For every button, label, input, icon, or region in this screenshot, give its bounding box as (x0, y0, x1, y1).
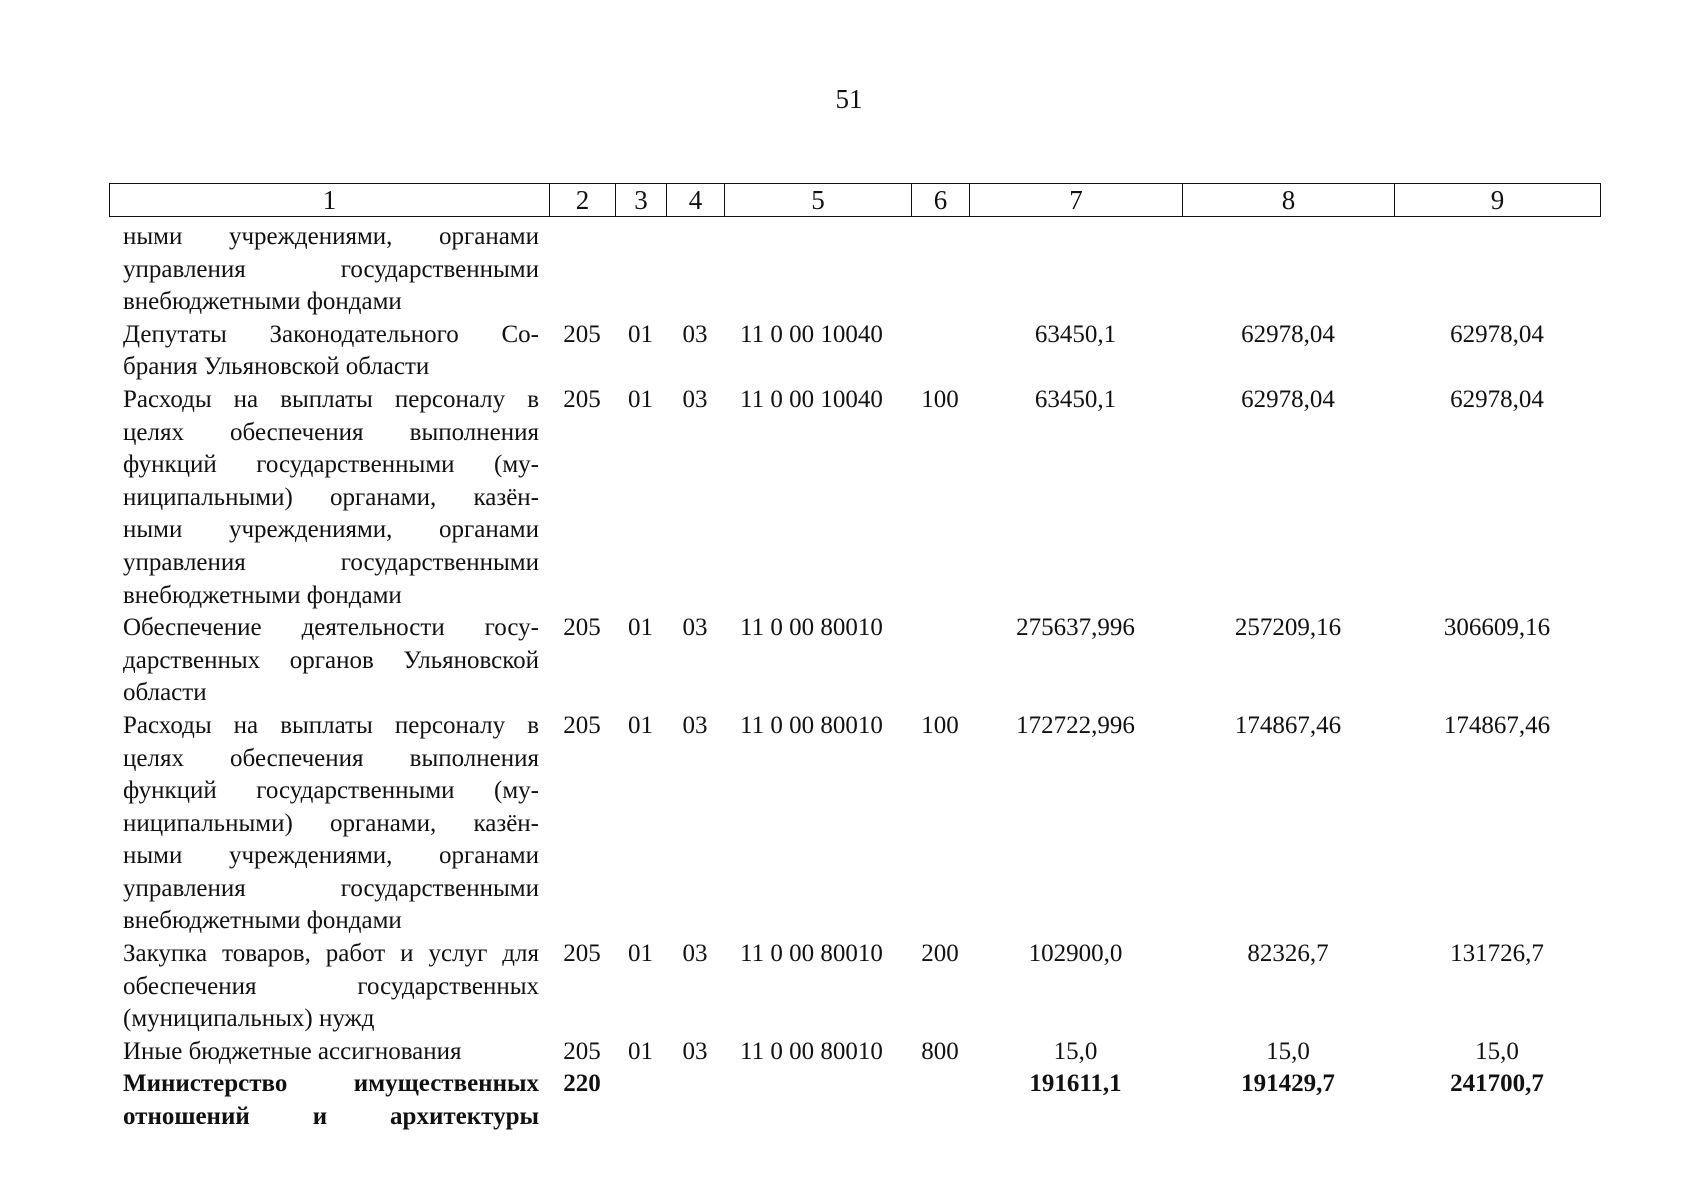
row-section-code: 01 (628, 385, 653, 413)
row-name-line: внебюджетными фондами (123, 907, 402, 935)
row-name-line: ниципальными) органами, казён- (123, 483, 539, 511)
row-name-line: ными учреждениями, органами (123, 223, 539, 250)
table-row (109, 710, 1600, 938)
row-chapter-code: 205 (563, 320, 601, 348)
row-expense-type: 100 (921, 711, 959, 739)
budget-table (109, 221, 1600, 1134)
row-amount-col9: 62978,04 (1450, 320, 1544, 348)
row-subsection-code: 03 (682, 711, 708, 739)
row-target-article (724, 221, 911, 319)
row-name (109, 319, 549, 384)
row-target-article: 11 0 00 10040 (740, 385, 883, 413)
row-name-line: управления государственными (123, 548, 539, 576)
row-target-article (724, 1068, 911, 1133)
row-name-line: дарственных органов Ульяновской (123, 646, 539, 674)
row-name-line: Иные бюджетные ассигнования (123, 1037, 462, 1065)
row-target-article: 11 0 00 80010 (740, 614, 883, 642)
row-name-line: управления государственными (123, 874, 539, 902)
row-name-line: внебюджетными фондами (123, 288, 402, 316)
row-chapter-code: 205 (563, 614, 601, 642)
row-subsection-code: 03 (682, 614, 708, 642)
row-chapter-code (549, 221, 615, 319)
row-amount-col8: 174867,46 (1234, 711, 1342, 739)
header-col-6: 6 (912, 184, 970, 217)
row-subsection-code: 03 (682, 940, 708, 968)
row-amount-col7: 63450,1 (1034, 320, 1117, 348)
row-chapter-code: 220 (563, 1070, 601, 1098)
row-name-line: (муниципальных) нужд (123, 1005, 375, 1033)
row-name (109, 710, 549, 938)
table-row (109, 1036, 1600, 1069)
row-amount-col7: 102900,0 (1028, 940, 1123, 968)
header-col-7: 7 (970, 184, 1183, 217)
row-name-line: функций государственными (му- (123, 451, 539, 479)
table-header (109, 183, 1601, 217)
row-name-line: управления государственными (123, 255, 539, 283)
row-name-line: отношений и архитектуры (123, 1103, 539, 1131)
row-expense-type (911, 319, 969, 384)
row-name-line: ными учреждениями, органами (123, 842, 539, 870)
row-target-article: 11 0 00 80010 (740, 940, 883, 968)
header-col-9: 9 (1395, 184, 1601, 217)
row-amount-col9: 15,0 (1475, 1037, 1519, 1065)
table-row (109, 612, 1600, 710)
row-amount-col9: 306609,16 (1443, 614, 1551, 642)
row-section-code: 01 (628, 940, 653, 968)
row-target-article: 11 0 00 80010 (740, 1037, 883, 1065)
row-expense-type: 800 (921, 1037, 959, 1065)
table-row (109, 384, 1600, 612)
row-expense-type (911, 1068, 969, 1133)
row-subsection-code: 03 (682, 385, 708, 413)
row-amount-col7: 191611,1 (1029, 1070, 1122, 1098)
row-name (109, 938, 549, 1036)
row-amount-col7 (969, 221, 1182, 319)
row-name (109, 221, 549, 319)
row-section-code: 01 (628, 614, 653, 642)
row-name-line: Закупка товаров, работ и услуг для (123, 940, 539, 968)
row-name-line: Обеспечение деятельности госу- (123, 614, 539, 642)
row-amount-col8: 82326,7 (1247, 940, 1329, 968)
header-col-8: 8 (1183, 184, 1395, 217)
table-row (109, 221, 1600, 319)
row-amount-col7: 63450,1 (1034, 385, 1117, 413)
row-amount-col8: 257209,16 (1234, 614, 1342, 642)
row-expense-type: 100 (921, 385, 959, 413)
row-chapter-code: 205 (563, 711, 601, 739)
row-subsection-code (666, 1068, 724, 1133)
row-chapter-code: 205 (563, 940, 601, 968)
table-row (109, 1068, 1600, 1133)
row-name-line: Расходы на выплаты персоналу в (123, 385, 539, 413)
row-name-line: Расходы на выплаты персоналу в (123, 711, 539, 739)
row-subsection-code (666, 221, 724, 319)
row-expense-type (911, 612, 969, 710)
row-name (109, 1036, 549, 1069)
row-amount-col9: 241700,7 (1450, 1070, 1544, 1098)
row-expense-type: 200 (921, 940, 959, 968)
row-amount-col8: 15,0 (1266, 1037, 1310, 1065)
row-name-line: ниципальными) органами, казён- (123, 809, 539, 837)
row-name-line: функций государственными (му- (123, 777, 539, 805)
row-subsection-code: 03 (682, 1037, 708, 1065)
row-amount-col9: 62978,04 (1450, 385, 1544, 413)
header-col-5: 5 (725, 184, 912, 217)
header-col-1: 1 (110, 184, 550, 217)
row-amount-col8: 62978,04 (1241, 385, 1335, 413)
row-name-line: брания Ульяновской области (123, 353, 430, 381)
row-amount-col7: 15,0 (1053, 1037, 1098, 1065)
row-section-code (615, 221, 666, 319)
row-amount-col7: 172722,996 (1016, 711, 1135, 739)
row-amount-col9: 131726,7 (1450, 940, 1544, 968)
row-expense-type (911, 221, 969, 319)
row-amount-col8: 62978,04 (1241, 320, 1335, 348)
row-name-line: Министерство имущественных (123, 1070, 539, 1098)
row-amount-col7: 275637,996 (1016, 614, 1135, 642)
row-amount-col9 (1394, 221, 1600, 319)
row-section-code: 01 (628, 1037, 653, 1065)
row-chapter-code: 205 (563, 385, 601, 413)
row-chapter-code: 205 (563, 1037, 601, 1065)
row-name-line: внебюджетными фондами (123, 581, 402, 609)
page-number: 51 (835, 84, 863, 114)
row-subsection-code: 03 (682, 320, 708, 348)
row-amount-col8: 191429,7 (1241, 1070, 1335, 1098)
row-name (109, 1068, 549, 1133)
header-col-3: 3 (616, 184, 667, 217)
row-target-article: 11 0 00 10040 (740, 320, 883, 348)
row-name-line: обеспечения государственных (123, 972, 539, 1000)
row-name (109, 612, 549, 710)
header-col-2: 2 (550, 184, 616, 217)
row-section-code (615, 1068, 666, 1133)
row-name-line: области (123, 679, 207, 707)
table-body (109, 221, 1600, 1134)
table-row (109, 319, 1600, 384)
row-name-line: целях обеспечения выполнения (123, 418, 539, 446)
row-name-line: ными учреждениями, органами (123, 516, 539, 544)
table-row (109, 938, 1600, 1036)
row-target-article: 11 0 00 80010 (740, 711, 883, 739)
row-name (109, 384, 549, 612)
row-section-code: 01 (628, 320, 653, 348)
row-name-line: Депутаты Законодательного Со- (123, 320, 539, 348)
row-amount-col9: 174867,46 (1443, 711, 1551, 739)
header-col-4: 4 (667, 184, 725, 217)
row-section-code: 01 (628, 711, 653, 739)
row-name-line: целях обеспечения выполнения (123, 744, 539, 772)
row-amount-col8 (1182, 221, 1394, 319)
